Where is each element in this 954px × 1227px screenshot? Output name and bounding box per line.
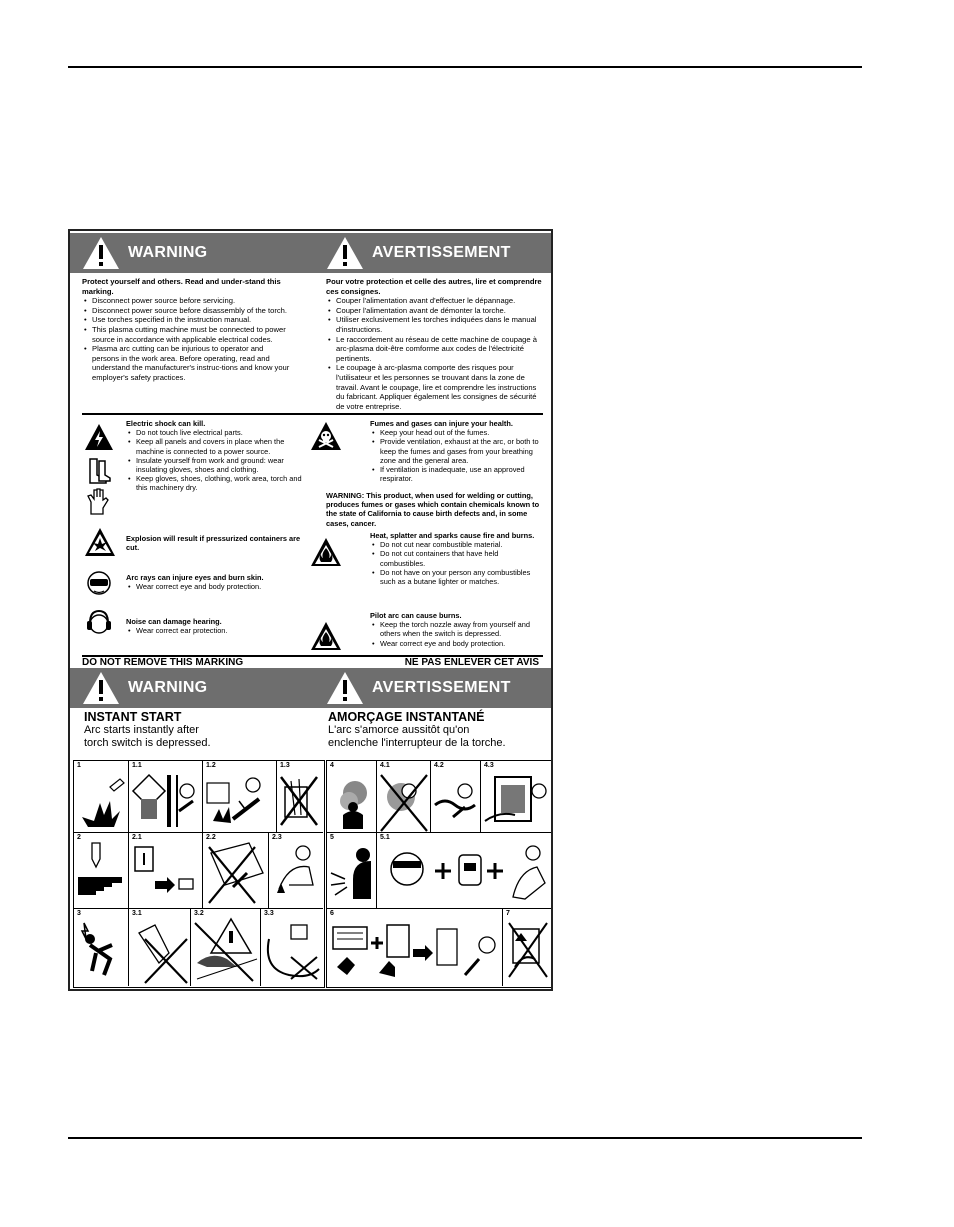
intro-en-lead: Protect yourself and others. Read and under-stand this marking. xyxy=(82,277,281,296)
pictogram-number: 5 xyxy=(330,834,334,841)
warning-triangle-icon xyxy=(326,671,364,705)
instant-start-text xyxy=(84,724,211,750)
intro-fr-item: • Couper l'alimentation avant d'effectuer le dépannage. xyxy=(336,296,544,306)
intro-fr-lead: Pour votre protection et celle des autres, lire et comprendre ces consignes. xyxy=(326,277,542,296)
intro-en-item: • This plasma cutting machine must be connected to power source in accordance with applicable electrical codes. xyxy=(92,325,292,344)
pictogram-cell xyxy=(74,833,129,909)
intro-en-item: • Disconnect power source before servicing. xyxy=(92,296,292,306)
pictogram-number: 2.3 xyxy=(272,834,282,841)
arc-rays-item: • Wear correct eye and body protection. xyxy=(136,582,312,591)
pictogram-cell xyxy=(481,761,553,833)
intro-fr xyxy=(326,277,544,411)
pictogram-cell xyxy=(74,761,129,833)
warning-triangle-icon xyxy=(82,671,120,705)
amorcage-title: AMORÇAGE INSTANTANÉ xyxy=(328,710,485,724)
intro-en xyxy=(82,277,292,383)
heat-hazard xyxy=(370,531,542,586)
warning-triangle-icon xyxy=(326,236,364,270)
fumes-title: Fumes and gases can injure your health. xyxy=(370,419,513,428)
pictogram-cell xyxy=(129,833,203,909)
ventilation-icon xyxy=(431,761,481,833)
shock-item: • Do not touch live electrical parts. xyxy=(136,428,312,437)
pictogram-number: 2 xyxy=(77,834,81,841)
warning-title-fr: AVERTISSEMENT xyxy=(372,244,511,261)
pictogram-number: 3.1 xyxy=(132,910,142,917)
electric-shock-icon xyxy=(84,423,114,451)
pictogram-cell xyxy=(327,761,377,833)
arc-rays-title: Arc rays can injure eyes and burn skin. xyxy=(126,573,264,582)
pictogram-number: 3.3 xyxy=(264,910,274,917)
pictogram-number: 5.1 xyxy=(380,834,390,841)
intro-en-item: • Disconnect power source before disassembly of the torch. xyxy=(92,306,292,316)
pictogram-cell xyxy=(203,833,269,909)
warning-triangle-icon xyxy=(82,236,120,270)
fumes-item: • If ventilation is inadequate, use an approved respirator. xyxy=(380,465,542,483)
footer-fr: NE PAS ENLEVER CET AVIS xyxy=(404,657,539,668)
no-wet-glove-icon xyxy=(129,909,191,986)
explosive-container-icon xyxy=(129,761,203,833)
amorcage-line: L'arc s'amorce aussitôt qu'on xyxy=(328,724,470,736)
pictogram-number: 1.1 xyxy=(132,762,142,769)
instant-start-line: Arc starts instantly after xyxy=(84,724,199,736)
electric-shock-person-icon xyxy=(74,909,129,986)
pilot-arc-hazard xyxy=(370,611,542,648)
heat-title: Heat, splatter and sparks cause fire and burns. xyxy=(370,531,535,540)
pilot-arc-item: • Wear correct eye and body protection. xyxy=(380,639,542,648)
amorcage-line: enclenche l'interrupteur de la torche. xyxy=(328,737,506,749)
pictogram-cell xyxy=(191,909,261,986)
no-flammable-icon xyxy=(277,761,323,833)
no-breathing-fumes-icon xyxy=(377,761,431,833)
fumes-item: • Provide ventilation, exhaust at the arc, or both to keep the fumes and gases from your breathing zone and the general area. xyxy=(380,437,542,465)
face-shield-icon xyxy=(86,569,112,597)
prop65-text: WARNING: This product, when used for welding or cutting, produces fumes or gases which contain chemicals known to the state of California to cause birth defects and, in some cases, cancer. xyxy=(326,491,540,528)
section-divider xyxy=(82,413,543,415)
exhaust-fan-icon xyxy=(481,761,553,833)
warning-header-fr xyxy=(326,233,511,273)
pictogram-cell xyxy=(327,833,377,909)
shock-title: Electric shock can kill. xyxy=(126,419,206,428)
no-remove-label-icon xyxy=(503,909,553,986)
intro-fr-item: • Couper l'alimentation avant de démonter la torche. xyxy=(336,306,544,316)
noise-title: Noise can damage hearing. xyxy=(126,617,222,626)
pictogram-number: 6 xyxy=(330,910,334,917)
pictogram-number: 4 xyxy=(330,762,334,769)
pictogram-grid-left xyxy=(73,760,325,988)
sparks-icon xyxy=(74,761,129,833)
pictogram-cell xyxy=(203,761,277,833)
noise-hazard xyxy=(126,617,312,635)
insulated-gloves-icon xyxy=(86,487,112,515)
pictogram-number: 4.3 xyxy=(484,762,494,769)
pictogram-number: 3 xyxy=(77,910,81,917)
skull-crossbones-icon xyxy=(310,421,342,451)
pictogram-cell xyxy=(129,909,191,986)
pictogram-number: 4.2 xyxy=(434,762,444,769)
pictogram-cell xyxy=(74,909,129,986)
pictogram-cell xyxy=(377,761,431,833)
shock-item: • Insulate yourself from work and ground: wear insulating gloves, shoes and clothing. xyxy=(136,456,312,474)
pictogram-number: 2.1 xyxy=(132,834,142,841)
pictogram-number: 7 xyxy=(506,910,510,917)
fire-icon xyxy=(310,621,342,651)
pictogram-cell xyxy=(377,833,553,909)
shock-item: • Keep all panels and covers in place when the machine is connected to a power source. xyxy=(136,437,312,455)
intro-fr-item: • Le raccordement au réseau de cette machine de coupage à arc-plasma doit-être comforme aux codes de l'électricité pertinents. xyxy=(336,335,544,364)
pictogram-cell xyxy=(261,909,323,986)
disconnect-power-icon xyxy=(129,833,203,909)
top-rule xyxy=(68,66,862,68)
explosion-hazard xyxy=(126,534,312,552)
pictogram-number: 1 xyxy=(77,762,81,769)
pictogram-number: 1.2 xyxy=(206,762,216,769)
explosion-icon xyxy=(84,527,116,557)
pilot-arc-title: Pilot arc can cause burns. xyxy=(370,611,462,620)
operator-cutting-icon xyxy=(269,833,323,909)
pictogram-cell xyxy=(327,909,503,986)
cutting-sparks-icon xyxy=(203,761,277,833)
explosion-title: Explosion will result if pressurized containers are cut. xyxy=(126,534,301,553)
shock-hazard xyxy=(126,419,312,493)
no-touch-icon xyxy=(203,833,269,909)
intro-fr-item: • Le coupage à arc-plasma comporte des risques pour l'utilisateur et les personnes se trouvant dans la zone de travail. Avant le coupage, lire et comprendre les instructions du fabricant. Appliquer également les consignes de sécurité de votre entreprise. xyxy=(336,363,544,411)
heat-item: • Do not have on your person any combustibles such as a butane lighter or matches. xyxy=(380,568,542,586)
pictogram-cell xyxy=(129,761,203,833)
pictogram-number: 4.1 xyxy=(380,762,390,769)
pictogram-cell xyxy=(503,909,553,986)
instant-warning-title-fr: AVERTISSEMENT xyxy=(372,679,511,696)
instant-start-line: torch switch is depressed. xyxy=(84,737,211,749)
pictogram-number: 2.2 xyxy=(206,834,216,841)
fumes-item: • Keep your head out of the fumes. xyxy=(380,428,542,437)
fumes-hazard xyxy=(370,419,542,483)
no-wet-ground-icon xyxy=(191,909,261,986)
intro-en-item: • Use torches specified in the instruction manual. xyxy=(92,315,292,325)
hand-torch-icon xyxy=(74,833,129,909)
intro-en-item: • Plasma arc cutting can be injurious to operator and persons in the work area. Before operating, read and understand the manufacturer's instruc-tions and know your employer's safety practices. xyxy=(92,344,292,382)
warning-title-en: WARNING xyxy=(128,244,208,261)
arc-rays-hazard xyxy=(126,573,312,591)
instant-header-fr xyxy=(326,668,511,708)
fumes-person-icon xyxy=(327,761,377,833)
cable-plug-icon xyxy=(261,909,323,986)
heat-item: • Do not cut near combustible material. xyxy=(380,540,542,549)
pictogram-cell xyxy=(269,833,323,909)
pictogram-grid-right xyxy=(326,760,552,988)
noise-item: • Wear correct ear protection. xyxy=(136,626,312,635)
pictogram-cell xyxy=(277,761,323,833)
instant-warning-title-en: WARNING xyxy=(128,679,208,696)
pictogram-cell xyxy=(431,761,481,833)
heat-item: • Do not cut containers that have held combustibles. xyxy=(380,549,542,567)
protective-equipment-icon xyxy=(377,833,553,909)
bottom-rule xyxy=(68,1137,862,1139)
intro-fr-item: • Utiliser exclusivement les torches indiquées dans le manual d'instructions. xyxy=(336,315,544,334)
shock-item: • Keep gloves, shoes, clothing, work area, torch and this machinery dry. xyxy=(136,474,312,492)
prop65-warning xyxy=(326,491,544,528)
footer-en: DO NOT REMOVE THIS MARKING xyxy=(82,657,244,668)
instant-header-en xyxy=(82,668,207,708)
pictogram-number: 1.3 xyxy=(280,762,290,769)
pilot-arc-item: • Keep the torch nozzle away from yourself and others when the switch is depressed. xyxy=(380,620,542,638)
insulated-boots-icon xyxy=(86,457,112,485)
fire-icon xyxy=(310,537,342,567)
pictogram-number: 3.2 xyxy=(194,910,204,917)
ear-protection-icon xyxy=(86,609,112,637)
instant-start-title: INSTANT START xyxy=(84,710,182,724)
warning-header-en xyxy=(82,233,207,273)
read-manual-icon xyxy=(327,909,503,986)
amorcage-text xyxy=(328,724,506,750)
warning-label xyxy=(68,229,553,991)
arc-rays-person-icon xyxy=(327,833,377,909)
